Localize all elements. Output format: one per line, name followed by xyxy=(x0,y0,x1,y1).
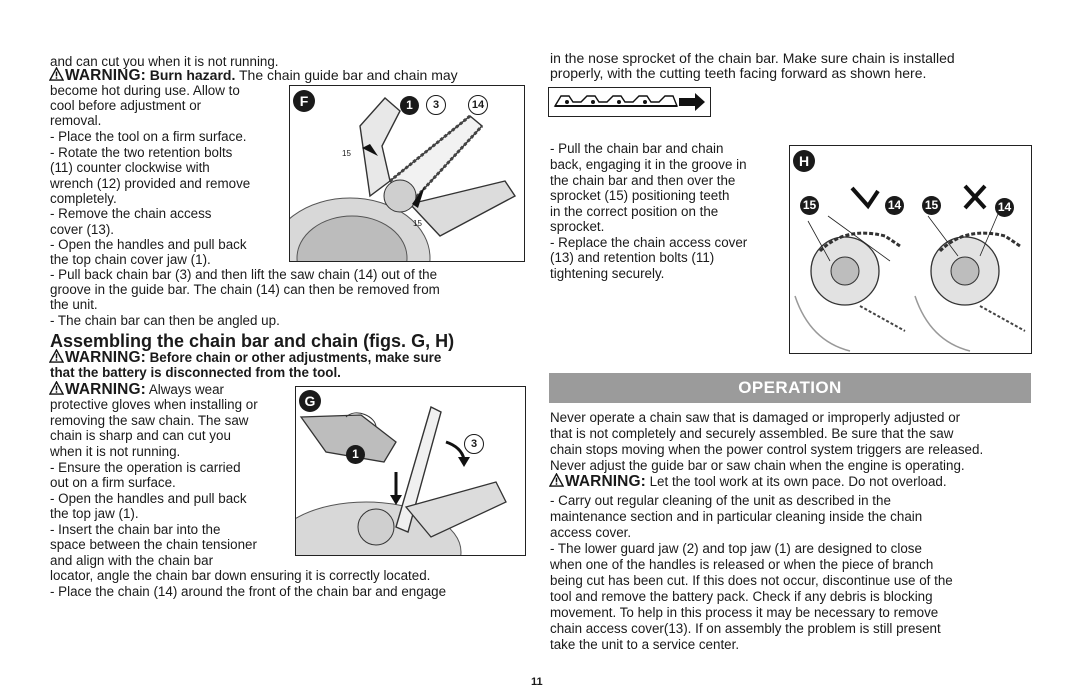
warning-icon xyxy=(49,381,64,395)
text-line: sprocket (15) positioning teeth xyxy=(550,188,730,203)
text-line: back, engaging it in the groove in xyxy=(550,157,747,172)
operation-heading: OPERATION xyxy=(549,373,1031,403)
text-line: - Remove the chain access xyxy=(50,206,212,221)
text-line: the top jaw (1). xyxy=(50,506,139,521)
text-line: - The chain bar can then be angled up. xyxy=(50,313,280,328)
text-line: the chain bar and then over the xyxy=(550,173,736,188)
text-line: completely. xyxy=(50,191,117,206)
figure-h xyxy=(789,145,1032,354)
figure-g xyxy=(295,386,526,556)
text-line: sprocket. xyxy=(550,219,605,234)
text-line: - Replace the chain access cover xyxy=(550,235,748,250)
text-line: being cut has been cut. If this does not occur, discontinue use of the xyxy=(550,573,953,588)
warning-text: Always wear xyxy=(148,382,225,397)
callout-14: 14 xyxy=(995,198,1014,217)
text-line: - Open the handles and pull back xyxy=(50,237,247,252)
figure-label: H xyxy=(793,150,815,172)
callout-15: 15 xyxy=(413,219,422,228)
warning-icon xyxy=(549,473,564,487)
text-line: (13) and retention bolts (11) xyxy=(550,250,715,265)
text-line: - Rotate the two retention bolts xyxy=(50,145,233,160)
warning-burn-hazard xyxy=(49,67,458,84)
sprocket-illustration xyxy=(790,146,1031,353)
callout-14: 14 xyxy=(468,95,488,115)
text-line: Never operate a chain saw that is damaged or improperly adjusted or xyxy=(550,410,961,425)
chain-direction-diagram xyxy=(548,87,711,117)
callout-15: 15 xyxy=(800,196,819,215)
warning-label: WARNING: xyxy=(65,67,146,84)
warning-label: WARNING: xyxy=(65,381,146,398)
text-line: the top chain cover jaw (1). xyxy=(50,252,211,267)
warning-text: that the battery is disconnected from the tool. xyxy=(50,365,341,380)
warning-text: The chain guide bar and chain may xyxy=(238,67,458,83)
text-line: access cover. xyxy=(550,525,632,540)
warning-bold-text: Burn hazard. xyxy=(149,67,236,83)
text-line: when one of the handles is released or when the piece of branch xyxy=(550,557,934,572)
text-line: removing the saw chain. The saw xyxy=(50,413,249,428)
text-line: in the correct position on the xyxy=(550,204,719,219)
text-line: cover (13). xyxy=(50,222,114,237)
text-line: maintenance section and in particular cleaning inside the chain xyxy=(550,509,923,524)
text-line: Never adjust the guide bar or saw chain when the engine is operating. xyxy=(550,458,965,473)
text-line: removal. xyxy=(50,113,102,128)
chain-bar-insertion-illustration xyxy=(296,387,525,555)
figure-label: G xyxy=(299,390,321,412)
text-line: - The lower guard jaw (2) and top jaw (1) are designed to close xyxy=(550,541,922,556)
text-line: protective gloves when installing or xyxy=(50,397,258,412)
text-line: (11) counter clockwise with xyxy=(50,160,210,175)
text-line: chain is sharp and can cut you xyxy=(50,428,231,443)
text-line: chain access cover(13). If on assembly the problem is still present xyxy=(550,621,941,636)
text-line: that is not completely and securely assembled. Be sure that the saw xyxy=(550,426,954,441)
text-line: become hot during use. Allow to xyxy=(50,83,240,98)
figure-label: F xyxy=(293,90,315,112)
warning-icon xyxy=(49,349,64,363)
text-line: movement. To help in this process it may be necessary to remove xyxy=(550,605,939,620)
callout-1: 1 xyxy=(400,96,419,115)
text-line: tightening securely. xyxy=(550,266,665,281)
callout-15: 15 xyxy=(922,196,941,215)
text-line: out on a firm surface. xyxy=(50,475,176,490)
text-line: space between the chain tensioner xyxy=(50,537,257,552)
callout-14: 14 xyxy=(885,196,904,215)
callout-1: 1 xyxy=(346,445,365,464)
text-line: properly, with the cutting teeth facing forward as shown here. xyxy=(550,65,927,81)
text-line: and can cut you when it is not running. xyxy=(50,54,279,69)
figure-f xyxy=(289,85,525,262)
text-line: the unit. xyxy=(50,297,98,312)
text-line: - Ensure the operation is carried xyxy=(50,460,241,475)
callout-3: 3 xyxy=(464,434,484,454)
text-line: groove in the guide bar. The chain (14) can then be removed from xyxy=(50,282,440,297)
warning-gloves xyxy=(49,381,224,398)
warning-label: WARNING: xyxy=(65,349,146,366)
text-line: - Open the handles and pull back xyxy=(50,491,247,506)
text-line: locator, angle the chain bar down ensuring it is correctly located. xyxy=(50,568,431,583)
text-line: chain stops moving when the power control system triggers are released. xyxy=(550,442,984,457)
text-line: when it is not running. xyxy=(50,444,181,459)
text-line: - Pull the chain bar and chain xyxy=(550,141,724,156)
text-line: tool and remove the battery pack. Check if any debris is blocking xyxy=(550,589,933,604)
text-line: in the nose sprocket of the chain bar. Make sure chain is installed xyxy=(550,50,955,66)
text-line: cool before adjustment or xyxy=(50,98,202,113)
text-line: - Carry out regular cleaning of the unit as described in the xyxy=(550,493,891,508)
warning-battery xyxy=(49,349,441,366)
callout-15: 15 xyxy=(342,149,351,158)
text-line: - Place the chain (14) around the front of the chain bar and engage xyxy=(50,584,447,599)
page-number: 11 xyxy=(531,676,543,688)
section-heading: Assembling the chain bar and chain (figs. G, H) xyxy=(50,331,455,351)
warning-text: Let the tool work at its own pace. Do not overload. xyxy=(649,474,947,489)
text-line: wrench (12) provided and remove xyxy=(50,176,251,191)
text-line: - Insert the chain bar into the xyxy=(50,522,221,537)
text-line: - Pull back chain bar (3) and then lift the saw chain (14) out of the xyxy=(50,267,438,282)
warning-icon xyxy=(49,67,64,81)
text-line: and align with the chain bar xyxy=(50,553,214,568)
chain-direction-icon xyxy=(549,88,710,116)
text-line: - Place the tool on a firm surface. xyxy=(50,129,247,144)
callout-3: 3 xyxy=(426,95,446,115)
warning-label: WARNING: xyxy=(565,473,646,490)
warning-overload xyxy=(549,473,947,490)
warning-text: Before chain or other adjustments, make sure xyxy=(149,350,442,365)
text-line: take the unit to a service center. xyxy=(550,637,740,652)
